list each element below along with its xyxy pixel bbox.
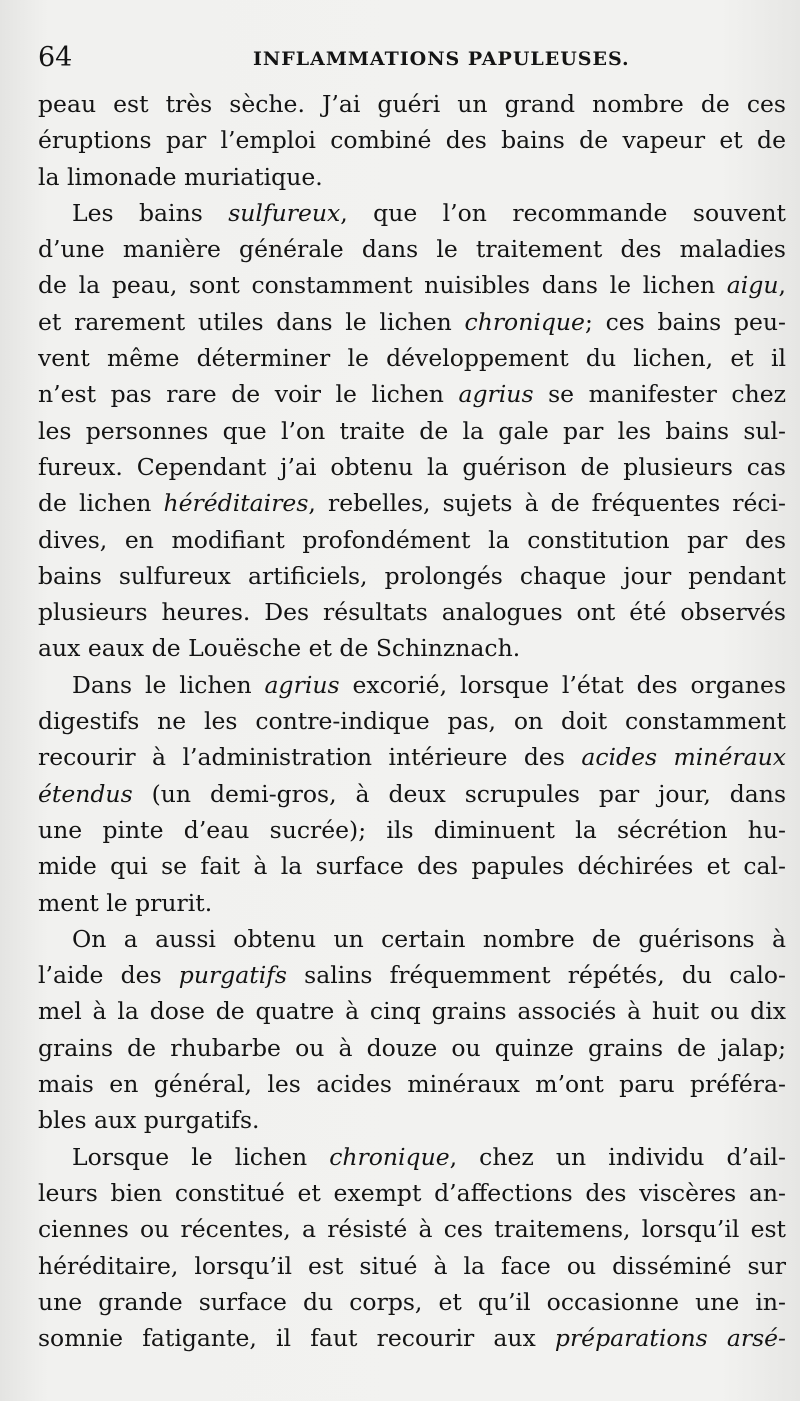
text-line: [38, 1320, 786, 1356]
body-text: [38, 86, 786, 1356]
italic-term: acides minéraux: [581, 743, 786, 772]
text-segment: de la peau, sont constamment nuisibles dans le lichen: [38, 271, 727, 300]
page-number: 64: [38, 42, 73, 73]
text-line: [38, 558, 786, 594]
text-segment: et rarement utiles dans le lichen: [38, 307, 465, 336]
text-segment: , que l’on recommande souvent: [340, 198, 786, 227]
italic-term: aigu: [726, 271, 779, 300]
italic-term: agrius: [264, 670, 340, 699]
italic-term: agrius: [458, 380, 534, 409]
text-segment: , rebelles, sujets à de fréquentes réci-: [308, 489, 786, 518]
text-segment: fureux. Cependant j’ai obtenu la guérison de plusieurs cas: [38, 452, 786, 481]
text-segment: recourir à l’administration intérieure des: [38, 743, 582, 772]
text-line: [38, 485, 786, 521]
text-segment: leurs bien constitué et exempt d’affections des viscères an-: [38, 1178, 786, 1207]
text-line: [38, 376, 786, 412]
text-segment: vent même déterminer le développement du lichen, et il: [38, 344, 786, 373]
text-line: [38, 957, 786, 993]
italic-term: étendus: [38, 779, 133, 808]
text-line: [38, 1284, 786, 1320]
text-line: [38, 776, 786, 812]
text-segment: On a aussi obtenu un certain nombre de guérisons à: [72, 924, 786, 953]
text-line: [38, 1175, 786, 1211]
text-line: [38, 1102, 786, 1138]
text-line: [38, 739, 786, 775]
text-line: [38, 667, 786, 703]
text-segment: les personnes que l’on traite de la gale par les bains sul-: [38, 416, 786, 445]
text-line: [38, 630, 786, 666]
text-segment: une grande surface du corps, et qu’il occasionne une in-: [38, 1287, 786, 1316]
text-segment: bains sulfureux artificiels, prolongés chaque jour pendant: [38, 561, 786, 590]
text-segment: , chez un individu d’ail-: [449, 1142, 786, 1171]
text-line: [38, 1211, 786, 1247]
text-line: [38, 267, 786, 303]
text-segment: éruptions par l’emploi combiné des bains de vapeur et de: [38, 126, 786, 155]
italic-term: préparations arsé-: [554, 1324, 786, 1353]
text-segment: la limonade muriatique.: [38, 162, 323, 191]
text-segment: ciennes ou récentes, a résisté à ces traitemens, lorsqu’il est: [38, 1215, 786, 1244]
text-segment: ,: [778, 271, 786, 300]
text-line: [38, 304, 786, 340]
text-segment: d’une manière générale dans le traitement des maladies: [38, 235, 786, 264]
text-line: [38, 1139, 786, 1175]
italic-term: chronique: [329, 1142, 450, 1171]
italic-term: purgatifs: [178, 961, 287, 990]
text-line: [38, 522, 786, 558]
text-line: [38, 1248, 786, 1284]
text-segment: de lichen: [38, 489, 164, 518]
italic-term: héréditaires: [163, 489, 309, 518]
text-line: [38, 885, 786, 921]
text-line: [38, 231, 786, 267]
text-segment: se manifester chez: [533, 380, 786, 409]
text-line: [38, 848, 786, 884]
text-segment: dives, en modifiant profondément la constitution par des: [38, 525, 786, 554]
text-segment: mel à la dose de quatre à cinq grains associés à huit ou dix: [38, 997, 786, 1026]
text-segment: bles aux purgatifs.: [38, 1106, 260, 1135]
text-segment: grains de rhubarbe ou à douze ou quinze grains de jalap;: [38, 1033, 786, 1062]
text-line: [38, 413, 786, 449]
text-segment: ment le prurit.: [38, 888, 213, 917]
text-line: [38, 1030, 786, 1066]
text-segment: Les bains: [72, 198, 229, 227]
italic-term: chronique: [464, 307, 585, 336]
running-head: INFLAMMATIONS PAPULEUSES.: [253, 48, 630, 70]
text-line: [38, 993, 786, 1029]
text-line: [38, 122, 786, 158]
text-segment: l’aide des: [38, 961, 179, 990]
text-line: [38, 86, 786, 122]
page-header: [38, 42, 778, 82]
text-segment: digestifs ne les contre-indique pas, on doit constamment: [38, 707, 786, 736]
text-segment: somnie fatigante, il faut recourir aux: [38, 1324, 555, 1353]
text-line: [38, 703, 786, 739]
text-segment: (un demi-gros, à deux scrupules par jour, dans: [132, 779, 786, 808]
text-segment: salins fréquemment répétés, du calo-: [286, 961, 786, 990]
text-line: [38, 340, 786, 376]
text-segment: n’est pas rare de voir le lichen: [38, 380, 459, 409]
text-segment: mais en général, les acides minéraux m’ont paru préféra-: [38, 1070, 786, 1099]
text-line: [38, 449, 786, 485]
text-line: [38, 159, 786, 195]
text-line: [38, 921, 786, 957]
text-segment: Lorsque le lichen: [72, 1142, 330, 1171]
text-segment: héréditaire, lorsqu’il est situé à la face ou disséminé sur: [38, 1251, 786, 1280]
italic-term: sulfureux: [228, 198, 341, 227]
text-line: [38, 1066, 786, 1102]
text-line: [38, 812, 786, 848]
text-segment: ; ces bains peu-: [584, 307, 786, 336]
text-segment: une pinte d’eau sucrée); ils diminuent la sécrétion hu-: [38, 815, 786, 844]
text-segment: aux eaux de Louësche et de Schinznach.: [38, 634, 521, 663]
text-line: [38, 195, 786, 231]
text-segment: peau est très sèche. J’ai guéri un grand nombre de ces: [38, 90, 786, 118]
text-segment: mide qui se fait à la surface des papules déchirées et cal-: [38, 852, 786, 881]
text-segment: excorié, lorsque l’état des organes: [339, 670, 786, 699]
text-line: [38, 594, 786, 630]
text-segment: Dans le lichen: [72, 670, 265, 699]
text-segment: plusieurs heures. Des résultats analogues ont été observés: [38, 598, 786, 627]
